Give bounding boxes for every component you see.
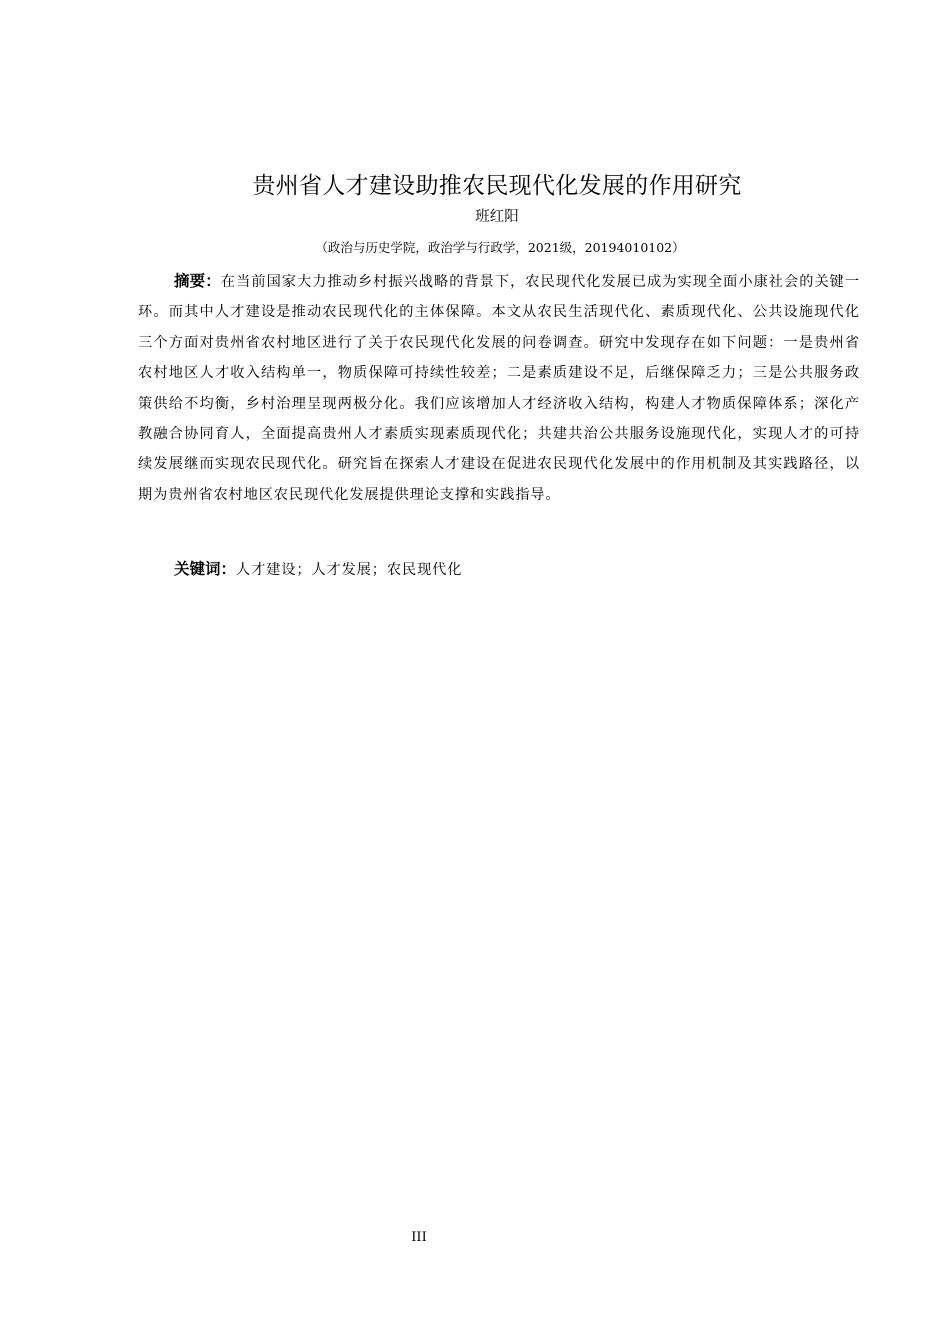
abstract-label: 摘要：: [174, 272, 221, 290]
author-affiliation: （政治与历史学院，政治学与行政学，2021级，20194010102）: [315, 240, 685, 255]
author-name: 班红阳: [475, 209, 519, 225]
abstract-paragraph: [138, 266, 860, 510]
paper-title: 贵州省人才建设助推农民现代化发展的作用研究: [252, 173, 742, 199]
keywords-line: [174, 554, 864, 585]
keywords-text: 人才建设；人才发展；农民现代化: [236, 562, 463, 578]
page-number: III: [411, 1230, 427, 1245]
abstract-text: 在当前国家大力推动乡村振兴战略的背景下，农民现代化发展已成为实现全面小康社会的关键一环。而其中人才建设是推动农民现代化的主体保障。本文从农民生活现代化、素质现代化、公共设施现代化三个方面对贵州省农村地区进行了关于农民现代化发展的问卷调查。研究中发现存在如下问题：一是贵州省农村地区人才收入结构单一，物质保障可持续性较差；二是素质建设不足，后继保障乏力；三是公共服务政策供给不均衡，乡村治理呈现两极分化。我们应该增加人才经济收入结构，构建人才物质保障体系；深化产教融合协同育人，全面提高贵州人才素质实现素质现代化；共建共治公共服务设施现代化，实现人才的可持续发展继而实现农民现代化。研究旨在探索人才建设在促进农民现代化发展中的作用机制及其实践路径，以期为贵州省农村地区农民现代化发展提供理论支撑和实践指导。: [138, 274, 860, 503]
keywords-label: 关键词：: [174, 560, 237, 578]
